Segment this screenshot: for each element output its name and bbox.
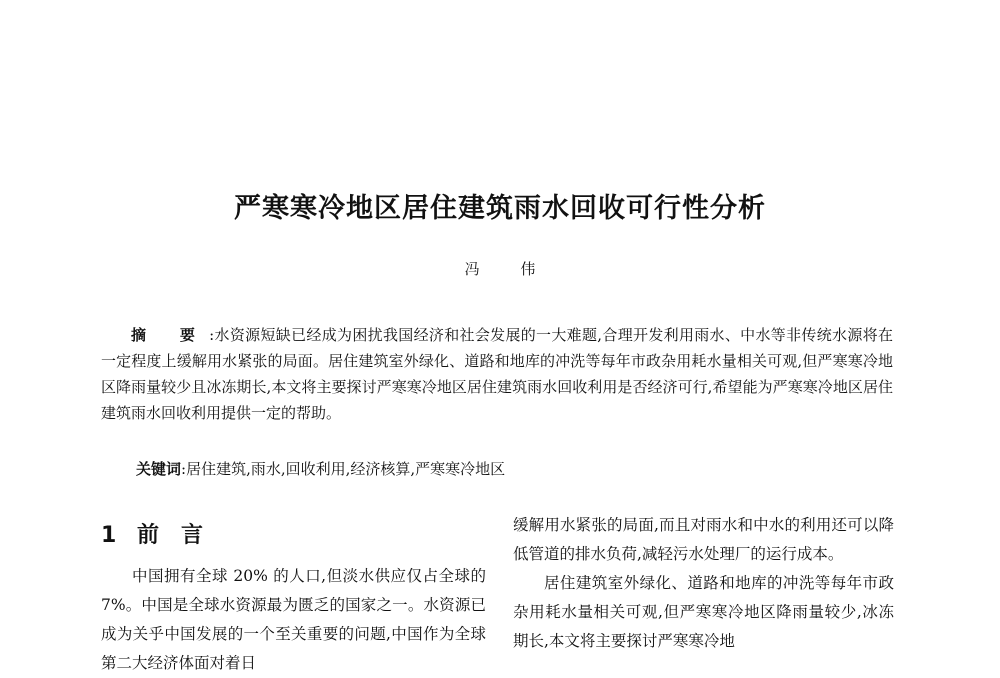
section-heading-introduction <box>101 518 486 554</box>
keywords-separator: : <box>181 460 187 478</box>
paper-title: 严寒寒冷地区居住建筑雨水回收可行性分析 <box>234 193 766 224</box>
abstract-text: 水资源短缺已经成为困扰我国经济和社会发展的一大难题,合理开发利用雨水、中水等非传统水源将在一定程度上缓解用水紧张的局面。居住建筑室外绿化、道路和地库的冲洗等每年市政杂用耗水量相关可观,但严寒寒冷地区降雨量较少且冰冻期长,本文将主要探讨严寒寒冷地区居住建筑雨水回收利用是否经济可行,希望能为严寒寒冷地区居住建筑雨水回收利用提供一定的帮助。 <box>101 326 893 422</box>
keywords-label: 关键词 <box>136 460 182 478</box>
keywords-text: 居住建筑,雨水,回收利用,经济核算,严寒寒冷地区 <box>186 460 506 478</box>
section-title: 前言 <box>137 523 226 548</box>
body-paragraph: 居住建筑室外绿化、道路和地库的冲洗等每年市政杂用耗水量相关可观,但严寒寒冷地区降雨量较少,冰冻期长,本文将主要探讨严寒寒冷地 <box>513 574 894 650</box>
abstract-label: 摘 要 <box>131 326 210 344</box>
abstract-separator: : <box>209 326 215 344</box>
section-number: 1 <box>101 523 117 548</box>
abstract <box>101 322 893 426</box>
right-column <box>513 511 894 656</box>
left-column <box>101 518 486 678</box>
paper-author: 冯 伟 <box>464 260 554 278</box>
keywords <box>136 456 896 482</box>
body-paragraph: 中国拥有全球 20% 的人口,但淡水供应仅占全球的7%。中国是全球水资源最为匮乏的国家之一。水资源已成为关乎中国发展的一个至关重要的问题,中国作为全球第二大经济体面对着日 <box>101 567 486 672</box>
body-paragraph: 缓解用水紧张的局面,而且对雨水和中水的利用还可以降低管道的排水负荷,减轻污水处理厂的运行成本。 <box>513 516 894 563</box>
